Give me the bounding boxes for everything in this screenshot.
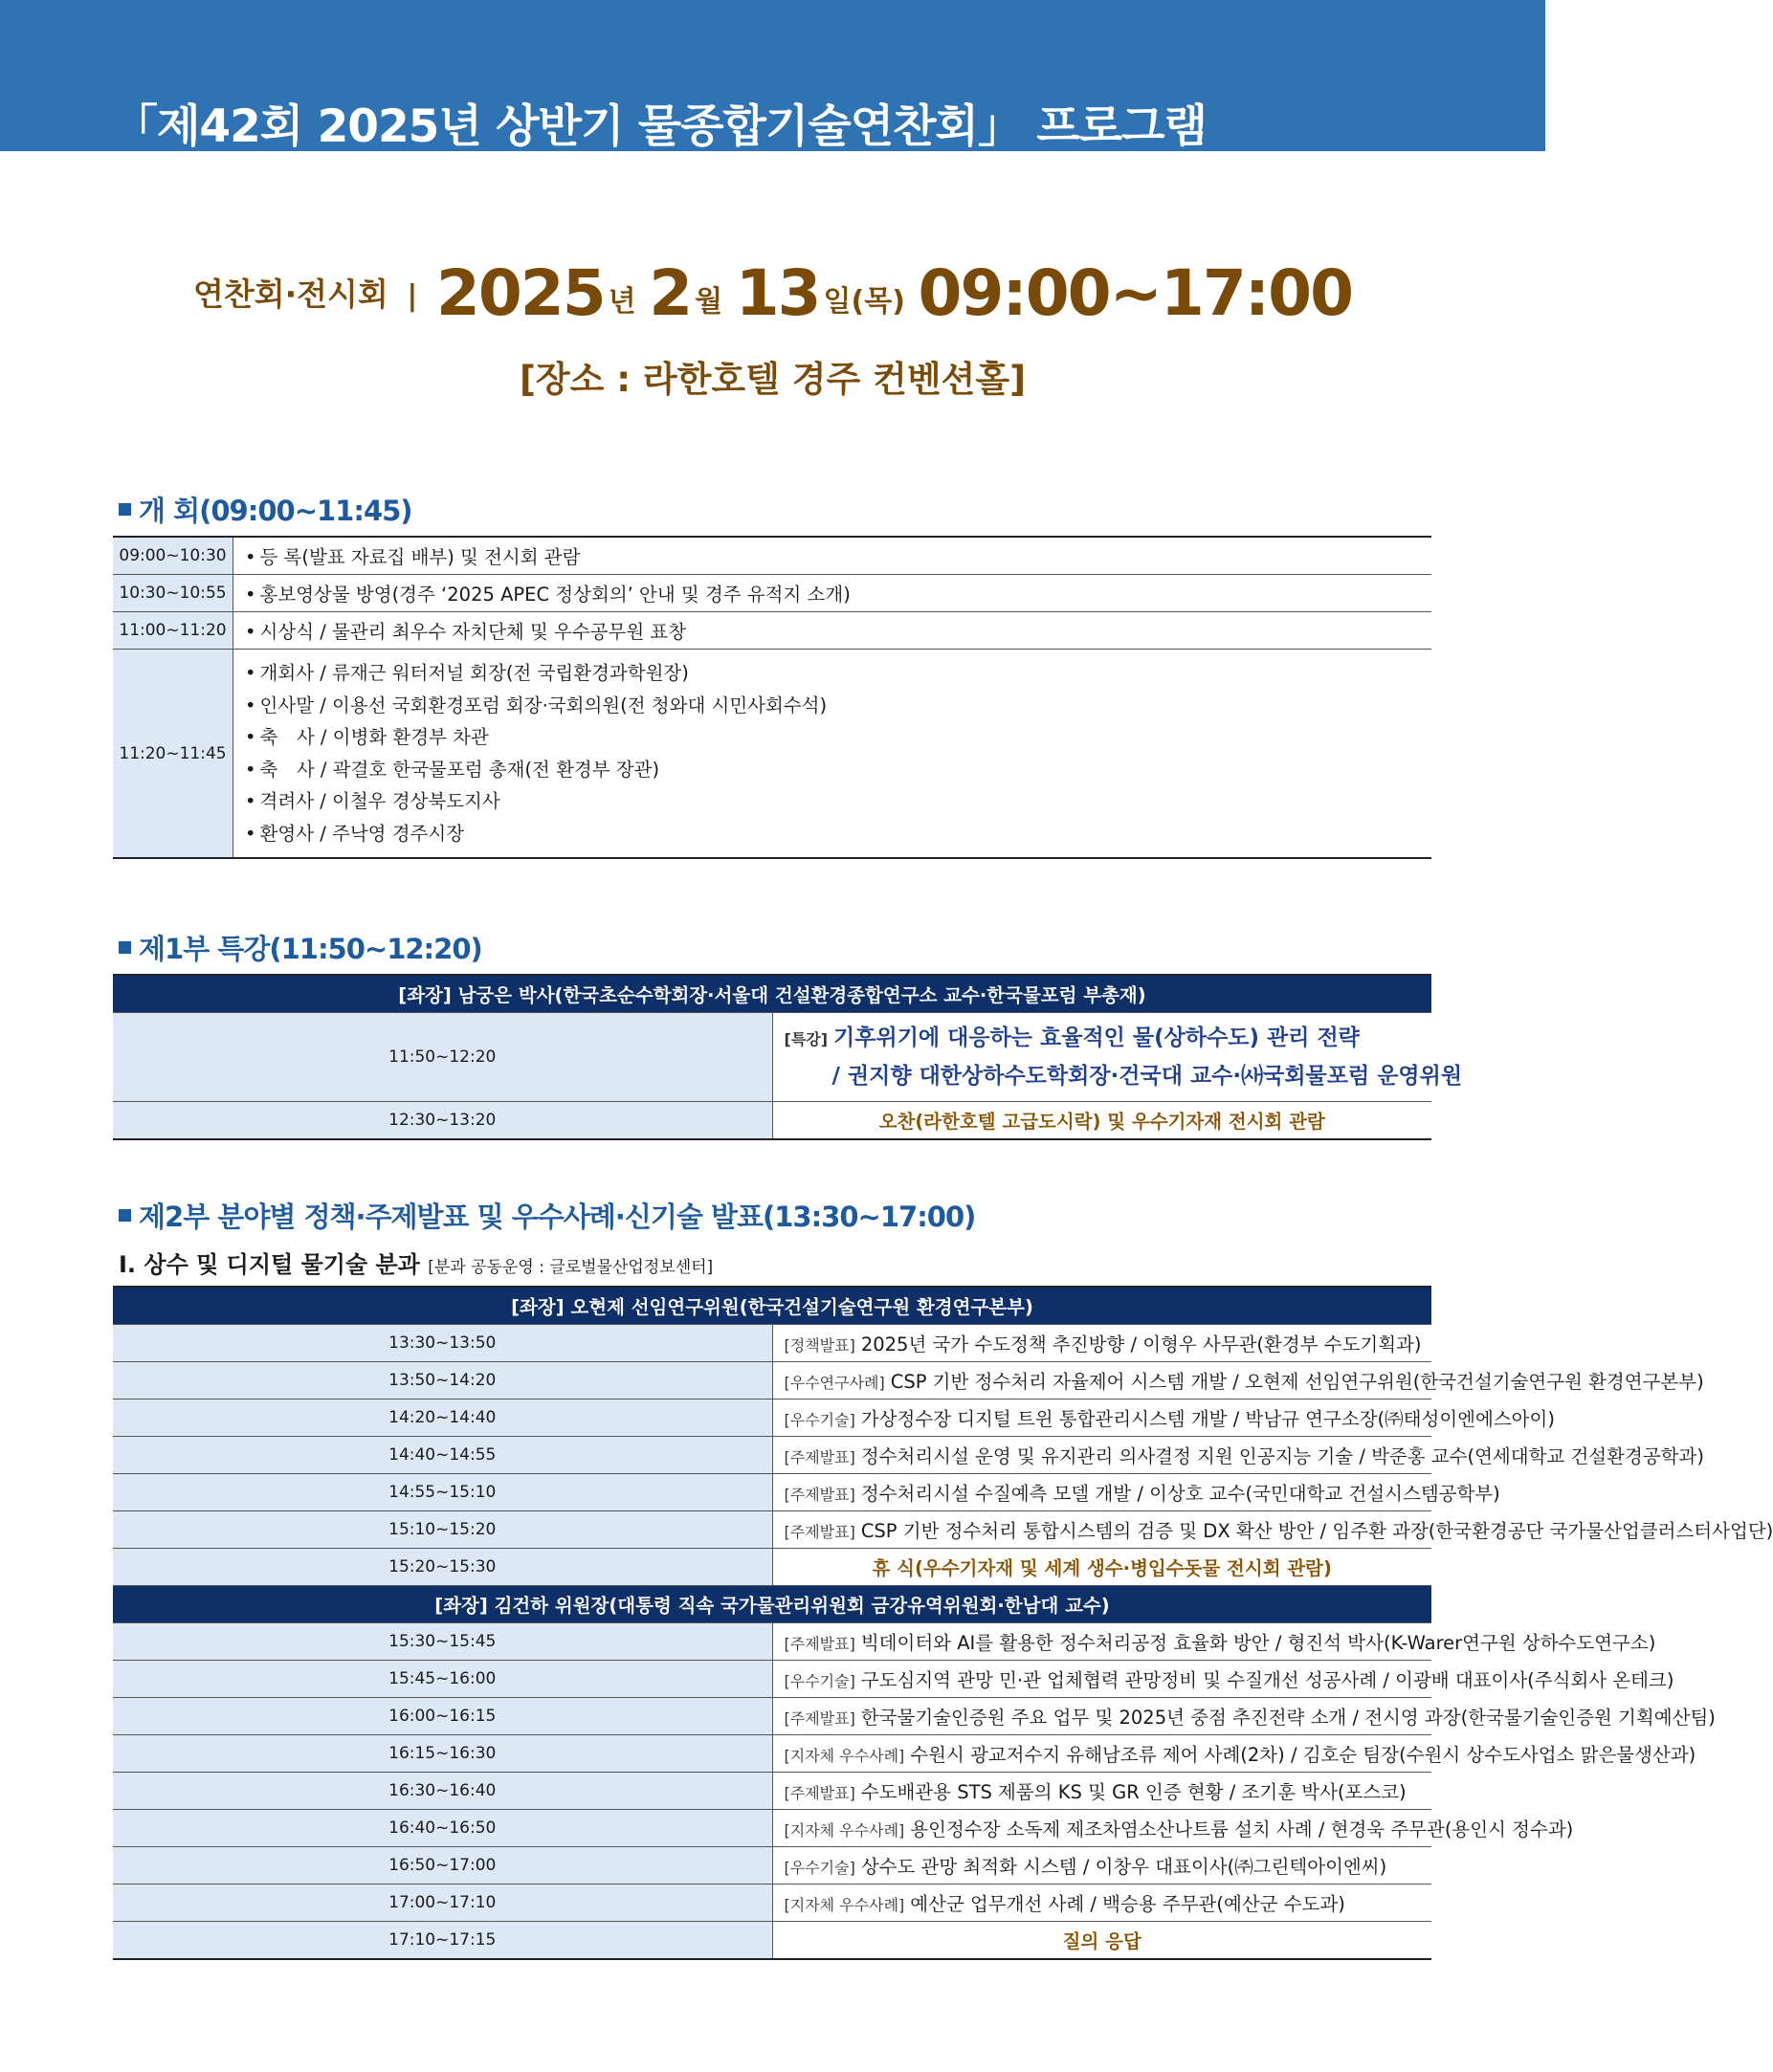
program-cell: [지자체 우수사례] 수원시 광교저수지 유해남조류 제어 사례(2차) / 김호순 팀장(수원시 상수도사업소 맑은물생산과) xyxy=(772,1735,1431,1773)
program-cell: [주제발표] CSP 기반 정수처리 통합시스템의 검증 및 DX 확산 방안 / 임주환 과장(한국환경공단 국가물산업클러스터사업단) xyxy=(772,1511,1431,1549)
part2-table xyxy=(113,1286,1773,1960)
ceremony-cell: • 개회사 / 류재근 워터저널 회장(전 국립환경과학원장) • 인사말 / 이용선 국회환경포럼 회장·국회의원(전 청와대 시민사회수석) • 축 사 / 이병화 환경부 차관 • 축 사 / 곽결호 한국물포럼 총재(전 환경부 장관) • 격려사 / 이철우 경상북도지사 • 환영사 / 주낙영 경주시장 xyxy=(233,650,1432,859)
square-bullet-icon xyxy=(119,941,131,954)
lecture-speaker: / 권지향 대한상하수도학회장·건국대 교수·㈔국회물포럼 운영위원 xyxy=(831,1064,1463,1089)
bullet-icon: • xyxy=(245,726,256,748)
time-cell: 14:40~14:55 xyxy=(113,1437,772,1474)
table-row xyxy=(113,1810,1431,1847)
table-row xyxy=(113,575,1431,612)
time-cell: 16:50~17:00 xyxy=(113,1847,772,1885)
event-time: 09:00~17:00 xyxy=(918,256,1352,330)
program-cell: [우수기술] 가상정수장 디지털 트윈 통합관리시스템 개발 / 박남규 연구소장(㈜태성이엔에스아이) xyxy=(772,1400,1431,1437)
time-cell: 17:00~17:10 xyxy=(113,1885,772,1922)
event-month-unit: 월 xyxy=(695,285,723,319)
event-venue: [장소 : 라한호텔 경주 컨벤션홀] xyxy=(519,359,1027,400)
program-cell: [주제발표] 수도배관용 STS 제품의 KS 및 GR 인증 현황 / 조기훈 박사(포스코) xyxy=(772,1773,1431,1810)
bullet-icon: • xyxy=(245,546,256,568)
time-cell: 15:45~16:00 xyxy=(113,1661,772,1698)
time-cell: 16:15~16:30 xyxy=(113,1735,772,1773)
event-datetime xyxy=(0,256,1545,330)
table-row xyxy=(113,1885,1431,1922)
chair-row: [좌장] 남궁은 박사(한국초순수학회장·서울대 건설환경종합연구소 교수·한국물포럼 부총재) xyxy=(113,975,1431,1013)
time-cell: 17:10~17:15 xyxy=(113,1922,772,1960)
lunch-cell: 오찬(라한호텔 고급도시락) 및 우수기자재 전시회 관람 xyxy=(772,1102,1431,1140)
table-row xyxy=(113,650,1431,859)
bullet-icon: • xyxy=(245,790,256,812)
break-cell: 휴 식(우수기자재 및 세계 생수·병입수돗물 전시회 관람) xyxy=(772,1549,1431,1586)
chair-row: [좌장] 오현제 선임연구위원(한국건설기술연구원 환경연구본부) xyxy=(113,1287,1431,1325)
time-cell: 14:20~14:40 xyxy=(113,1400,772,1437)
table-row xyxy=(113,1362,1431,1400)
time-cell: 11:50~12:20 xyxy=(113,1013,772,1102)
table-row xyxy=(113,1325,1431,1362)
table-row xyxy=(113,1661,1431,1698)
program-cell: • 등 록(발표 자료집 배부) 및 전시회 관람 xyxy=(233,537,1432,575)
part1-heading: 제1부 특강(11:50~12:20) xyxy=(119,928,482,967)
program-cell: • 홍보영상물 방영(경주 ‘2025 APEC 정상회의’ 안내 및 경주 유적지 소개) xyxy=(233,575,1432,612)
time-cell: 10:30~10:55 xyxy=(113,575,233,612)
opening-heading: 개 회(09:00~11:45) xyxy=(119,490,412,529)
program-cell: [정책발표] 2025년 국가 수도정책 추진방향 / 이형우 사무관(환경부 수도기획과) xyxy=(772,1325,1431,1362)
lecture-title: 기후위기에 대응하는 효율적인 물(상하수도) 관리 전략 xyxy=(833,1025,1360,1050)
time-cell: 09:00~10:30 xyxy=(113,537,233,575)
lecture-tag: [특강] xyxy=(784,1030,829,1048)
time-cell: 15:20~15:30 xyxy=(113,1549,772,1586)
program-cell: • 시상식 / 물관리 최우수 자치단체 및 우수공무원 표창 xyxy=(233,612,1432,650)
event-label: 연찬회·전시회 xyxy=(192,276,388,313)
table-row xyxy=(113,1102,1431,1140)
table-row xyxy=(113,1474,1431,1511)
time-cell: 11:20~11:45 xyxy=(113,650,233,859)
table-row xyxy=(113,1847,1431,1885)
table-row xyxy=(113,1922,1431,1960)
event-year-unit: 년 xyxy=(608,285,636,319)
subsection-note: [분과 공동운영 : 글로벌물산업정보센터] xyxy=(428,1258,714,1277)
time-cell: 16:00~16:15 xyxy=(113,1698,772,1735)
opening-table xyxy=(113,536,1431,859)
bullet-icon: • xyxy=(245,758,256,781)
program-cell: [주제발표] 정수처리시설 운영 및 유지관리 의사결정 지원 인공지능 기술 / 박준홍 교수(연세대학교 건설환경공학과) xyxy=(772,1437,1431,1474)
time-cell: 16:30~16:40 xyxy=(113,1773,772,1810)
part2-heading: 제2부 분야별 정책·주제발표 및 우수사례·신기술 발표(13:30~17:00) xyxy=(119,1196,975,1235)
table-row xyxy=(113,1773,1431,1810)
table-row xyxy=(113,1437,1431,1474)
bullet-icon: • xyxy=(245,822,256,845)
table-row xyxy=(113,1586,1431,1623)
event-day-unit: 일(목) xyxy=(823,285,905,319)
table-row xyxy=(113,1400,1431,1437)
table-row xyxy=(113,612,1431,650)
table-row xyxy=(113,1511,1431,1549)
event-year: 2025 xyxy=(435,256,605,330)
square-bullet-icon xyxy=(119,1209,131,1222)
time-cell: 15:30~15:45 xyxy=(113,1623,772,1661)
part1-table xyxy=(113,974,1463,1140)
event-month: 2 xyxy=(649,256,692,330)
program-cell: [주제발표] 한국물기술인증원 주요 업무 및 2025년 중점 추진전략 소개 / 전시영 과장(한국물기술인증원 기획예산팀) xyxy=(772,1698,1431,1735)
time-cell: 13:50~14:20 xyxy=(113,1362,772,1400)
table-row xyxy=(113,1735,1431,1773)
event-day: 13 xyxy=(735,256,820,330)
program-cell: [우수연구사례] CSP 기반 정수처리 자율제어 시스템 개발 / 오현제 선임연구위원(한국건설기술연구원 환경연구본부) xyxy=(772,1362,1431,1400)
part2-subsection: I. 상수 및 디지털 물기술 분과 [분과 공동운영 : 글로벌물산업정보센터] xyxy=(119,1251,714,1278)
time-cell: 11:00~11:20 xyxy=(113,612,233,650)
bullet-icon: • xyxy=(245,584,256,606)
table-row xyxy=(113,1013,1431,1102)
qa-cell: 질의 응답 xyxy=(772,1922,1431,1960)
program-cell: [지자체 우수사례] 예산군 업무개선 사례 / 백승용 주무관(예산군 수도과) xyxy=(772,1885,1431,1922)
time-cell: 14:55~15:10 xyxy=(113,1474,772,1511)
bullet-icon: • xyxy=(245,662,256,684)
program-cell: [우수기술] 구도심지역 관망 민·관 업체협력 관망정비 및 수질개선 성공사례 / 이광배 대표이사(주식회사 온테크) xyxy=(772,1661,1431,1698)
lecture-cell xyxy=(772,1013,1463,1102)
chair-row: [좌장] 김건하 위원장(대통령 직속 국가물관리위원회 금강유역위원회·한남대 교수) xyxy=(113,1586,1431,1623)
bullet-icon: • xyxy=(245,621,256,643)
program-cell: [지자체 우수사례] 용인정수장 소독제 제조차염소산나트륨 설치 사례 / 현경욱 주무관(용인시 정수과) xyxy=(772,1810,1431,1847)
time-cell: 12:30~13:20 xyxy=(113,1102,772,1140)
table-row xyxy=(113,1549,1431,1586)
bullet-icon: • xyxy=(245,694,256,716)
time-cell: 15:10~15:20 xyxy=(113,1511,772,1549)
table-row xyxy=(113,975,1431,1013)
table-row xyxy=(113,1623,1431,1661)
table-row xyxy=(113,1287,1431,1325)
program-cell: [우수기술] 상수도 관망 최적화 시스템 / 이창우 대표이사(㈜그린텍아이엔씨) xyxy=(772,1847,1431,1885)
table-row xyxy=(113,537,1431,575)
square-bullet-icon xyxy=(119,503,131,516)
event-separator: | xyxy=(407,279,418,313)
time-cell: 13:30~13:50 xyxy=(113,1325,772,1362)
program-cell: [주제발표] 빅데이터와 AI를 활용한 정수처리공정 효율화 방안 / 형진석 박사(K-Warer연구원 상하수도연구소) xyxy=(772,1623,1431,1661)
program-cell: [주제발표] 정수처리시설 수질예측 모델 개발 / 이상호 교수(국민대학교 건설시스템공학부) xyxy=(772,1474,1431,1511)
time-cell: 16:40~16:50 xyxy=(113,1810,772,1847)
table-row xyxy=(113,1698,1431,1735)
page-title: 「제42회 2025년 상반기 물종합기술연찬회」 프로그램 xyxy=(113,100,1207,153)
header-banner xyxy=(0,0,1545,151)
